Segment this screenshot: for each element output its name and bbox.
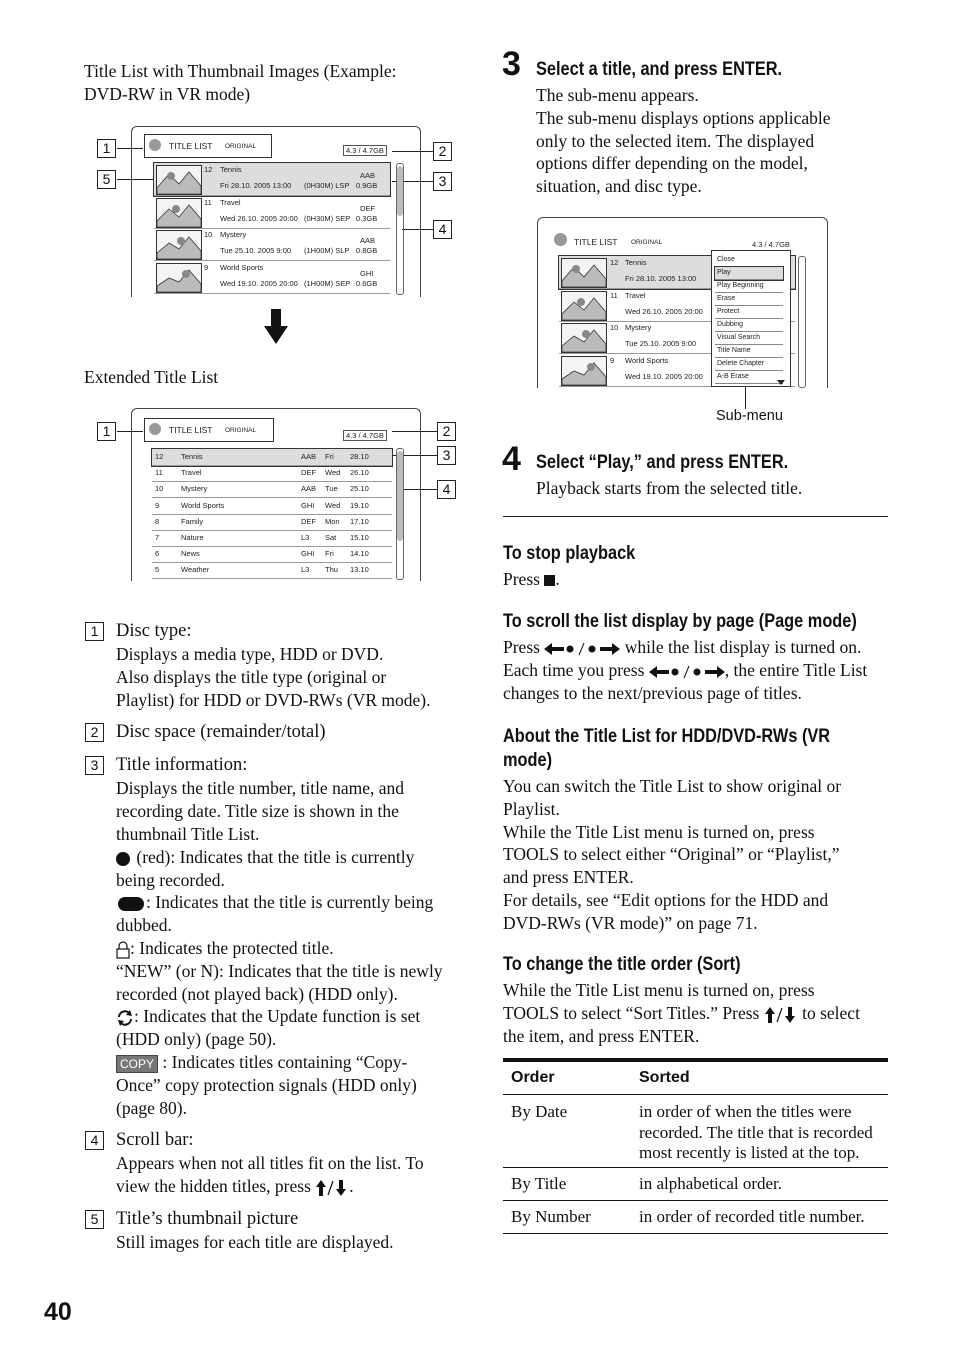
row-text: Weather xyxy=(181,565,210,575)
prev-next-page-icon xyxy=(649,664,725,680)
title-thumbnail-image xyxy=(561,258,607,288)
sub-menu-item[interactable]: Erase xyxy=(715,293,783,306)
row-text: Wed 19.10. 2005 20:00 xyxy=(625,371,703,381)
row-text: Fri 28.10. 2005 13:00 xyxy=(220,181,292,190)
page-number: 40 xyxy=(44,1298,72,1326)
row-text: Travel xyxy=(625,290,646,300)
scroll-bar[interactable] xyxy=(396,163,404,295)
row-text: 14.10 xyxy=(350,549,369,559)
row-text: 25.10 xyxy=(350,484,369,494)
row-text: Wed 19.10. 2005 20:00 xyxy=(220,278,298,288)
row-text: 5 xyxy=(155,565,160,575)
row-text: Fri xyxy=(325,549,334,559)
table-row: By Title in alphabetical order. xyxy=(503,1168,888,1201)
row-text: AAB xyxy=(301,452,317,461)
sub-menu-item[interactable]: Title Name xyxy=(715,345,783,358)
sub-menu-item[interactable]: Play xyxy=(715,267,783,280)
submenu-title-list-screen xyxy=(537,217,828,388)
row-text: Nature xyxy=(181,533,204,542)
step-4-title: Select “Play,” and press ENTER. xyxy=(536,452,789,473)
row-text: GHI xyxy=(360,268,374,278)
recording-dot-icon xyxy=(116,852,130,866)
dubbing-icon xyxy=(118,897,144,911)
disc-type-header xyxy=(144,134,272,158)
row-text: Tennis xyxy=(220,165,242,174)
title-thumbnail-image xyxy=(561,323,607,353)
disc-space: 4.3 / 4.7GB xyxy=(752,240,790,249)
sub-menu xyxy=(711,250,791,387)
legend-item-3: 3 Title information: Displays the title number, title name, and recording date. Title size is shown in the thumbnail Title List. (red): Indicates that the title is currently being recorded. : Indicates that the title is currently being dubbed. : Indicates the protected title. “NEW” (or N): Indicates that the title is newly recorded (not played back) (HDD only). : Indicates that the Update function is set (HDD only) (page 50). COPY : Indicates titles containing “Copy- Once” copy protection signals (HDD only) (page 80). xyxy=(84,753,474,1119)
callout-2: 2 xyxy=(437,422,456,441)
disc-space: 4.3 / 4.7GB xyxy=(343,145,387,156)
row-text: L3 xyxy=(301,533,310,542)
legend-item-4: 4 Scroll bar: Appears when not all titles fit on the list. To view the hidden titles, press . xyxy=(84,1128,474,1198)
disc-type-header xyxy=(144,418,274,442)
sub-menu-label: Sub-menu xyxy=(716,408,783,424)
row-text: Wed xyxy=(325,500,341,510)
disc-icon xyxy=(149,139,161,151)
table-header-order: Order xyxy=(511,1069,555,1086)
table-row: By Number in order of recorded title number. xyxy=(503,1201,888,1234)
sub-menu-item[interactable]: Close xyxy=(715,254,783,267)
row-text: 0.8GB xyxy=(356,246,378,255)
title-thumbnail-image xyxy=(156,165,202,195)
row-text: (0H30M) LSP xyxy=(304,181,350,190)
row-text: Family xyxy=(181,516,204,526)
extended-title-list-label: Extended Title List xyxy=(84,367,219,387)
row-text: Tennis xyxy=(625,258,647,267)
disc-icon xyxy=(149,423,161,435)
row-text: GHI xyxy=(301,549,315,559)
legend-item-1: 1 Disc type: Displays a media type, HDD or DVD. Also displays the title type (original or Playlist) for HDD or DVD-RWs (VR mode). xyxy=(84,619,474,711)
row-text: Mon xyxy=(325,516,340,526)
row-text: 17.10 xyxy=(350,516,369,526)
legend-item-2: 2 Disc space (remainder/total) xyxy=(84,720,474,744)
title-row[interactable] xyxy=(152,562,392,579)
row-text: 10 xyxy=(155,484,164,494)
callout-3: 3 xyxy=(433,172,452,191)
step-3-number: 3 xyxy=(502,45,521,83)
sub-menu-item[interactable]: A-B Erase xyxy=(715,371,783,384)
row-text: Wed 26.10. 2005 20:00 xyxy=(625,306,703,316)
disc-icon xyxy=(554,233,567,246)
step-4-text: Playback starts from the selected title. xyxy=(536,478,803,498)
row-text: 0.9GB xyxy=(356,181,378,190)
row-text: Wed xyxy=(325,468,341,478)
step-4-number: 4 xyxy=(502,440,521,478)
table-row: By Date in order of when the titles were recorded. The title that is recorded most recently is listed at the top. xyxy=(503,1095,888,1168)
row-text: 11 xyxy=(204,197,212,207)
row-text: Sat xyxy=(325,533,337,542)
row-text: Tennis xyxy=(181,452,203,461)
row-text: GHI xyxy=(301,500,315,510)
row-text: Thu xyxy=(325,565,338,575)
disc-space: 4.3 / 4.7GB xyxy=(343,430,387,441)
header-title: TITLE LIST xyxy=(574,237,618,247)
row-text: Travel xyxy=(220,197,241,207)
row-text: 11 xyxy=(155,468,163,478)
row-text: 0.6GB xyxy=(356,278,378,288)
row-text: 10 xyxy=(204,230,213,239)
page-mode-text: Press while the list display is turned on. Each time you press , the entire Title List changes to the next/previous page of titles. xyxy=(503,637,868,703)
header-mode: ORIGINAL xyxy=(225,427,257,434)
row-text: L3 xyxy=(301,565,310,575)
title-thumbnail-image xyxy=(156,263,202,293)
row-text: 15.10 xyxy=(350,533,369,542)
title-thumbnail-image xyxy=(156,230,202,260)
row-text: 10 xyxy=(610,323,619,332)
row-text: 9 xyxy=(204,262,209,272)
title-thumbnail-image xyxy=(156,198,202,228)
title-thumbnail-image xyxy=(561,291,607,321)
sub-menu-item[interactable]: Play Beginning xyxy=(715,280,783,293)
sub-menu-item[interactable]: Delete Chapter xyxy=(715,358,783,371)
prev-next-page-icon xyxy=(544,641,620,657)
callout-1: 1 xyxy=(97,139,116,158)
row-text: World Sports xyxy=(625,355,669,365)
update-icon xyxy=(116,1009,134,1027)
title-row[interactable] xyxy=(152,530,392,547)
scroll-down-icon xyxy=(777,380,785,385)
legend-item-5: 5 Title’s thumbnail picture Still images for each title are displayed. xyxy=(84,1207,474,1254)
row-text: 7 xyxy=(155,533,160,542)
about-title-list-heading: About the Title List for HDD/DVD-RWs (VR mode) xyxy=(503,726,831,771)
row-text: 13.10 xyxy=(350,565,369,575)
sub-menu-item[interactable]: Protect xyxy=(715,306,783,319)
row-text: Tue xyxy=(325,484,338,494)
title-row[interactable] xyxy=(152,546,392,563)
step-3-title: Select a title, and press ENTER. xyxy=(536,59,783,80)
row-text: 9 xyxy=(610,355,615,365)
row-text: 12 xyxy=(155,452,164,461)
page-mode-heading: To scroll the list display by page (Page mode) xyxy=(503,611,857,632)
stop-playback-text: Press . xyxy=(503,569,560,589)
extended-title-list-screen xyxy=(131,408,421,581)
row-text: Mystery xyxy=(625,323,652,332)
header-title: TITLE LIST xyxy=(169,425,213,435)
row-text: 19.10 xyxy=(350,500,369,510)
up-down-arrow-icon xyxy=(764,1006,798,1024)
row-text: 12 xyxy=(204,165,213,174)
row-text: Mystery xyxy=(220,230,247,239)
row-text: News xyxy=(181,549,200,559)
thumbnail-title-list-screen xyxy=(131,126,421,297)
row-text: AAB xyxy=(301,484,317,494)
up-down-arrow-icon xyxy=(315,1179,349,1197)
scroll-bar[interactable] xyxy=(798,256,806,388)
header-title: TITLE LIST xyxy=(169,141,213,151)
sub-menu-pointer-line xyxy=(745,387,746,409)
row-text: Fri 28.10. 2005 13:00 xyxy=(625,274,697,283)
row-text: Tue 25.10. 2005 9:00 xyxy=(625,339,697,348)
row-text: 12 xyxy=(610,258,619,267)
row-text: 9 xyxy=(155,500,160,510)
table-header-sorted: Sorted xyxy=(639,1069,690,1086)
caption-thumbnail-list: Title List with Thumbnail Images (Example: DVD-RW in VR mode) xyxy=(84,61,397,104)
title-row[interactable] xyxy=(152,498,392,515)
row-text: Fri xyxy=(325,452,334,461)
row-text: AAB xyxy=(360,171,376,180)
table-header-row xyxy=(503,1062,888,1095)
row-text: DEF xyxy=(301,516,316,526)
title-row[interactable] xyxy=(152,481,392,498)
about-title-list-text: You can switch the Title List to show original or Playlist. While the Title List menu is turned on, press TOOLS to select either “Original” or “Playlist,” and press ENTER. For details, see “Edit options for the HDD and DVD-RWs (VR mode)” on page 71. xyxy=(503,776,842,933)
step-3-text: The sub-menu appears. The sub-menu displays options applicable only to the selected item. The displayed options differ depending on the model, situation, and disc type. xyxy=(536,85,831,197)
title-row[interactable] xyxy=(154,163,390,196)
callout-1: 1 xyxy=(97,422,116,441)
row-text: World Sports xyxy=(181,500,225,510)
header-mode: ORIGINAL xyxy=(631,239,663,246)
row-text: Wed 26.10. 2005 20:00 xyxy=(220,213,298,223)
title-thumbnail-image xyxy=(561,356,607,386)
callout-3: 3 xyxy=(437,446,456,465)
title-row[interactable] xyxy=(154,261,390,294)
divider xyxy=(503,516,888,517)
row-text: World Sports xyxy=(220,262,264,272)
title-row[interactable] xyxy=(152,514,392,531)
stop-icon xyxy=(544,575,555,586)
row-text: 26.10 xyxy=(350,468,369,478)
callout-4: 4 xyxy=(433,220,452,239)
row-text: 8 xyxy=(155,516,160,526)
title-row[interactable] xyxy=(154,196,390,229)
row-text: (0H30M) SEP xyxy=(304,213,351,223)
title-row[interactable] xyxy=(152,449,392,466)
row-text: AAB xyxy=(360,236,376,245)
row-text: 11 xyxy=(610,290,618,300)
row-text: (1H00M) SLP xyxy=(304,246,350,255)
sub-menu-item[interactable]: Dubbing xyxy=(715,319,783,332)
row-text: 0.3GB xyxy=(356,213,378,223)
row-text: Tue 25.10. 2005 9:00 xyxy=(220,246,292,255)
sort-text: While the Title List menu is turned on, press TOOLS to select “Sort Titles.” Press to select the item, and press ENTER. xyxy=(503,980,860,1046)
row-text: Mystery xyxy=(181,484,208,494)
title-row[interactable] xyxy=(154,228,390,261)
callout-5: 5 xyxy=(97,170,116,189)
row-text: DEF xyxy=(360,203,375,213)
legend xyxy=(84,619,474,1254)
callout-4: 4 xyxy=(437,480,456,499)
sort-heading: To change the title order (Sort) xyxy=(503,954,741,975)
callout-2: 2 xyxy=(433,142,452,161)
row-text: 28.10 xyxy=(350,452,369,461)
row-text: (1H00M) SEP xyxy=(304,278,351,288)
sub-menu-item[interactable]: Visual Search xyxy=(715,332,783,345)
scroll-bar[interactable] xyxy=(396,448,404,580)
sort-table xyxy=(503,1058,888,1234)
row-text: DEF xyxy=(301,468,316,478)
header-mode: ORIGINAL xyxy=(225,143,257,150)
lock-icon xyxy=(116,941,130,959)
down-arrow-icon xyxy=(264,309,288,345)
row-text: 6 xyxy=(155,549,160,559)
stop-playback-heading: To stop playback xyxy=(503,543,636,564)
copy-badge-icon: COPY xyxy=(116,1055,158,1073)
row-text: Travel xyxy=(181,468,202,478)
title-row[interactable] xyxy=(152,465,392,482)
